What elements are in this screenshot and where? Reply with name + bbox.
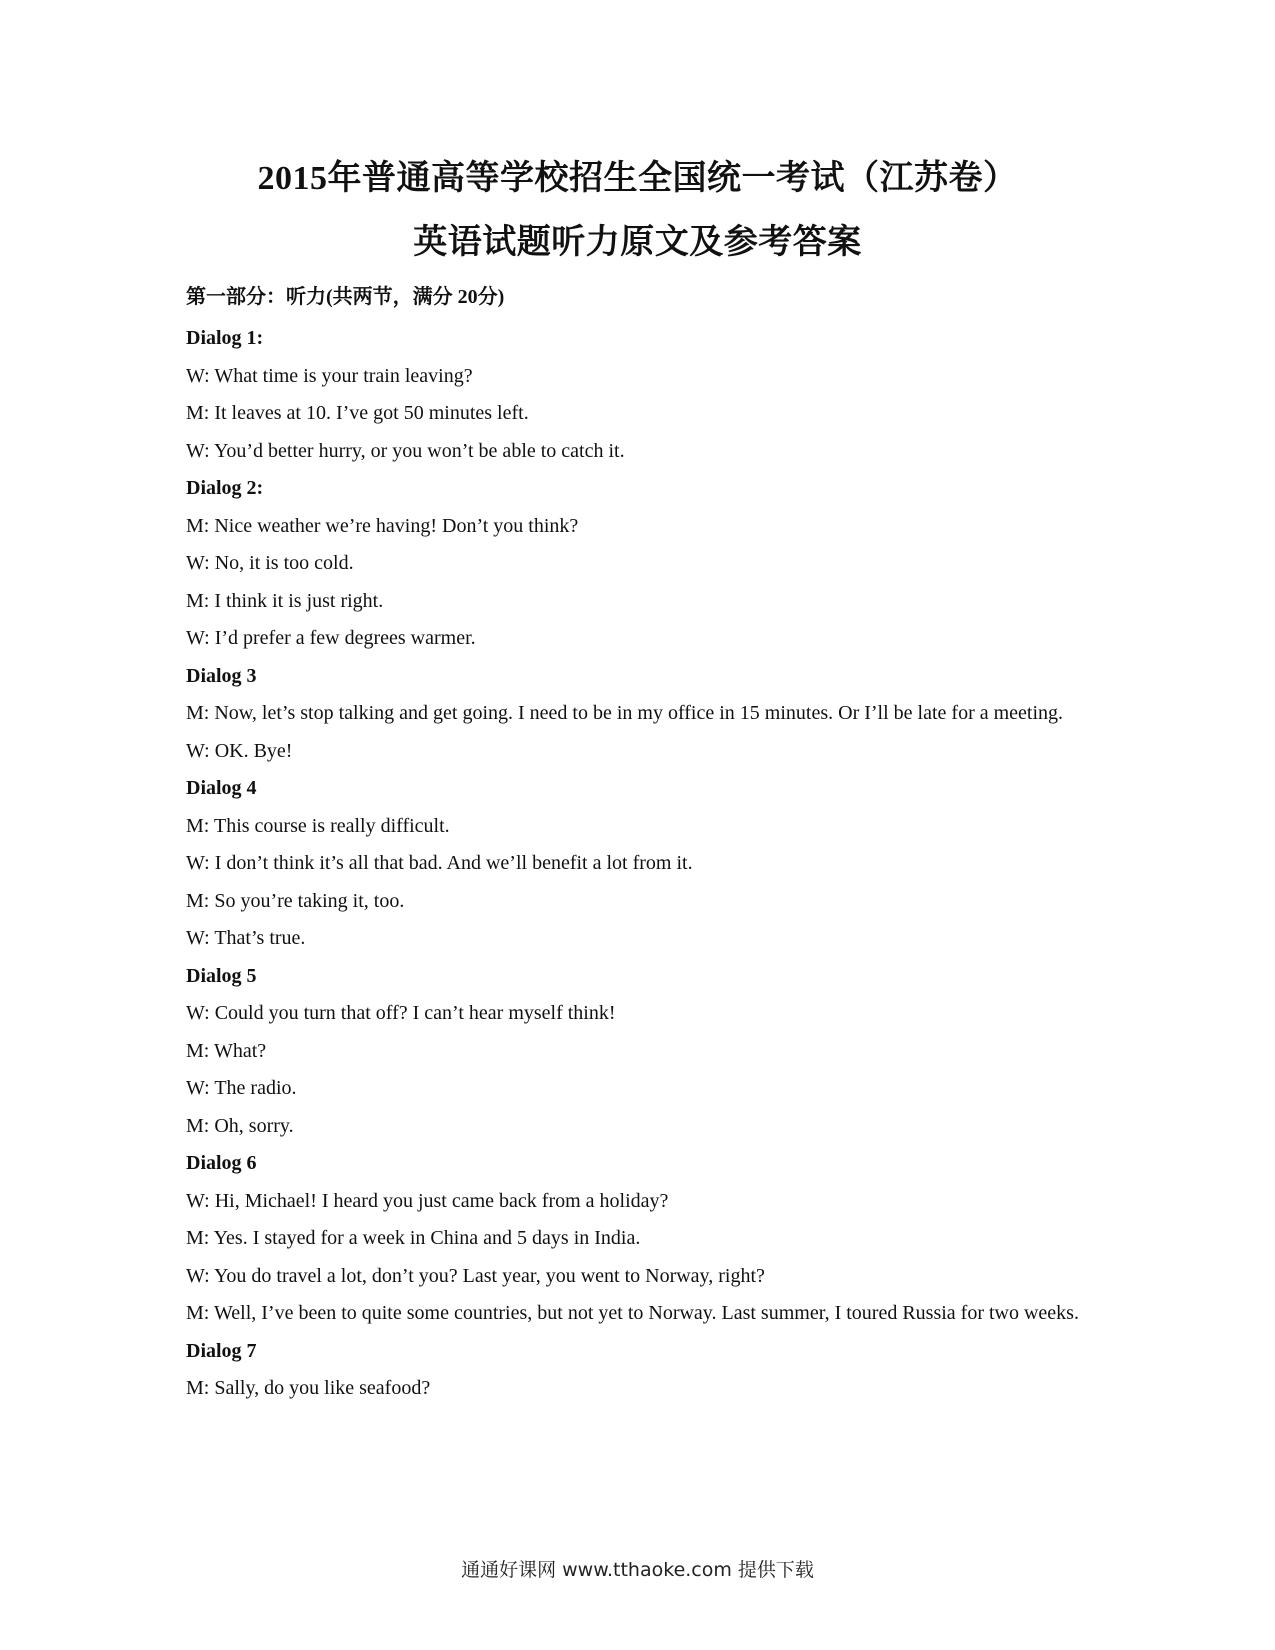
dialog-heading: Dialog 2: xyxy=(186,477,264,499)
dialog-line: W: I’d prefer a few degrees warmer. xyxy=(186,627,476,649)
dialog-line: W: You do travel a lot, don’t you? Last year, you went to Norway, right? xyxy=(186,1264,765,1287)
dialog-heading: Dialog 6 xyxy=(186,1152,257,1174)
dialog-line: M: Nice weather we’re having! Don’t you think? xyxy=(186,514,579,537)
page-footer: 通通好课网 www.tthaoke.com 提供下载 xyxy=(461,1559,814,1581)
dialog-line: M: This course is really difficult. xyxy=(186,814,450,837)
dialog-line: W: The radio. xyxy=(186,1077,297,1099)
dialog-line: W: Hi, Michael! I heard you just came back from a holiday? xyxy=(186,1189,669,1212)
dialog-line: W: No, it is too cold. xyxy=(186,552,354,574)
dialog-transcript xyxy=(186,320,1086,1408)
dialog-line: M: I think it is just right. xyxy=(186,589,384,612)
document-title-line1: 2015年普通高等学校招生全国统一考试（江苏卷） xyxy=(257,160,1018,197)
section-heading: 第一部分：听力(共两节，满分 20分) xyxy=(186,286,505,308)
dialog-line: W: Could you turn that off? I can’t hear myself think! xyxy=(186,1002,616,1024)
dialog-heading: Dialog 5 xyxy=(186,964,257,987)
dialog-line: M: So you’re taking it, too. xyxy=(186,889,405,912)
dialog-heading: Dialog 1: xyxy=(186,327,264,349)
dialog-line: M: Well, I’ve been to quite some countries, but not yet to Norway. Last summer, I toured Russia for two weeks. xyxy=(186,1302,1079,1324)
document-title-line2: 英语试题听力原文及参考答案 xyxy=(413,224,862,261)
dialog-heading: Dialog 3 xyxy=(186,664,257,687)
dialog-line: W: OK. Bye! xyxy=(186,739,293,762)
dialog-line: M: Yes. I stayed for a week in China and 5 days in India. xyxy=(186,1227,641,1249)
dialog-line: W: I don’t think it’s all that bad. And we’ll benefit a lot from it. xyxy=(186,852,693,874)
dialog-line: M: Sally, do you like seafood? xyxy=(186,1377,431,1399)
dialog-heading: Dialog 4 xyxy=(186,777,257,799)
dialog-line: W: What time is your train leaving? xyxy=(186,364,473,387)
dialog-line: M: What? xyxy=(186,1039,267,1062)
dialog-line: M: Now, let’s stop talking and get going. I need to be in my office in 15 minutes. Or I’ll be late for a meeting. xyxy=(186,702,1064,724)
dialog-heading: Dialog 7 xyxy=(186,1339,257,1362)
dialog-line: W: That’s true. xyxy=(186,927,306,949)
dialog-line: M: It leaves at 10. I’ve got 50 minutes left. xyxy=(186,402,529,424)
dialog-line: W: You’d better hurry, or you won’t be able to catch it. xyxy=(186,439,625,462)
dialog-line: M: Oh, sorry. xyxy=(186,1114,294,1137)
